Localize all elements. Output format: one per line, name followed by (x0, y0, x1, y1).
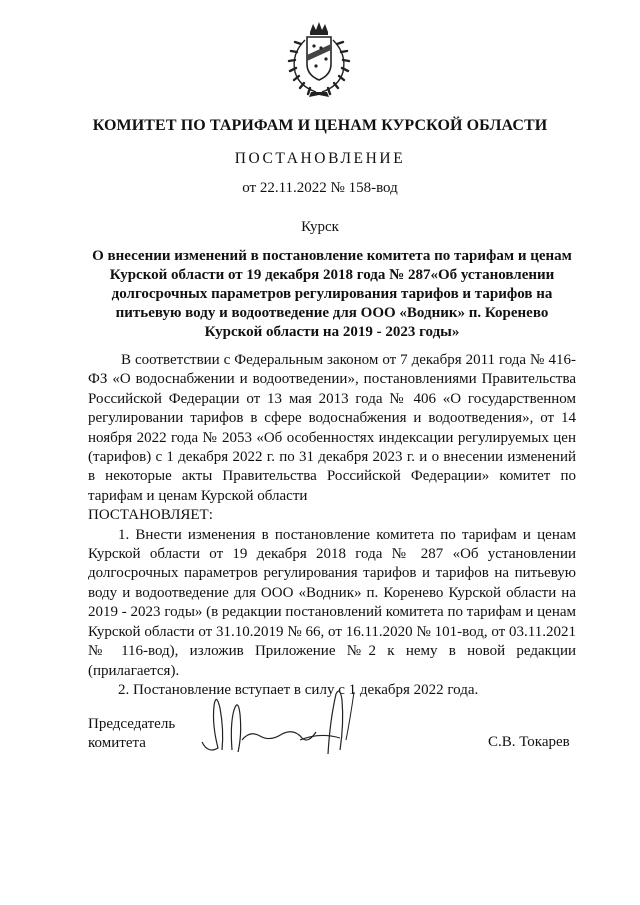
document-title (88, 247, 576, 342)
position-line: Председатель (88, 716, 176, 732)
document-date-number: от 22.11.2022 № 158-вод (242, 180, 398, 196)
resolves-word: ПОСТАНОВЛЯЕТ: (88, 507, 213, 524)
position-line: комитета (88, 735, 146, 751)
title-line: долгосрочных параметров регулирования тарифов и тарифов на (111, 286, 553, 302)
signatory-name: С.В. Токарев (488, 734, 570, 750)
title-line: питьевую воду и водоотведение для ООО «Водник» п. Коренево (115, 305, 549, 321)
item-1-paragraph: 1. Внести изменения в постановление комитета по тарифам и ценам Курской области от 19 декабря 2018 года № 287 «Об установлении долгосрочных параметров регулирования тарифов и тарифов на питьевую воду и водоотведение для ООО «Водник» п. Коренево Курской области на 2019 - 2023 годы» (в редакции постановлений комитета по тарифам и ценам Курской области от 31.10.2019 № 66, от 16.11.2020 № 101-вод, от 03.11.2021 № 116-вод), изложив Приложение №2 к нему в новой редакции (прилагается). (88, 526, 576, 679)
title-line: Курской области на 2019 - 2023 годы» (204, 324, 460, 340)
document-city: Курск (301, 219, 339, 235)
document-type: ПОСТАНОВЛЕНИЕ (234, 150, 406, 167)
title-line: О внесении изменений в постановление комитета по тарифам и ценам (92, 248, 572, 264)
item-2-paragraph: 2. Постановление вступает в силу с 1 декабря 2022 года. (118, 681, 479, 698)
document-body (88, 351, 576, 700)
preamble-paragraph: В соответствии с Федеральным законом от 7 декабря 2011 года № 416-ФЗ «О водоснабжении и водоотведении», постановлениями Правительства Российской Федерации от 13 мая 2013 года № 406 «О государственном регулировании тарифов в сфере водоснабжения и водоотведения», от 14 ноября 2022 года № 2053 «Об особенностях индексации регулируемых цен (тарифов) с 1 декабря 2022 г. по 31 декабря 2023 г. и о внесении изменений в некоторые акты Правительства Российской Федерации» комитет по тарифам и ценам Курской области (88, 352, 576, 504)
handwritten-signature-icon (190, 680, 365, 765)
committee-name: КОМИТЕТ ПО ТАРИФАМ И ЦЕНАМ КУРСКОЙ ОБЛАСТИ (92, 117, 548, 134)
signatory-position (88, 715, 175, 753)
coat-of-arms-icon (283, 20, 355, 104)
title-line: Курской области от 19 декабря 2018 года № 287«Об установлении (109, 267, 555, 283)
